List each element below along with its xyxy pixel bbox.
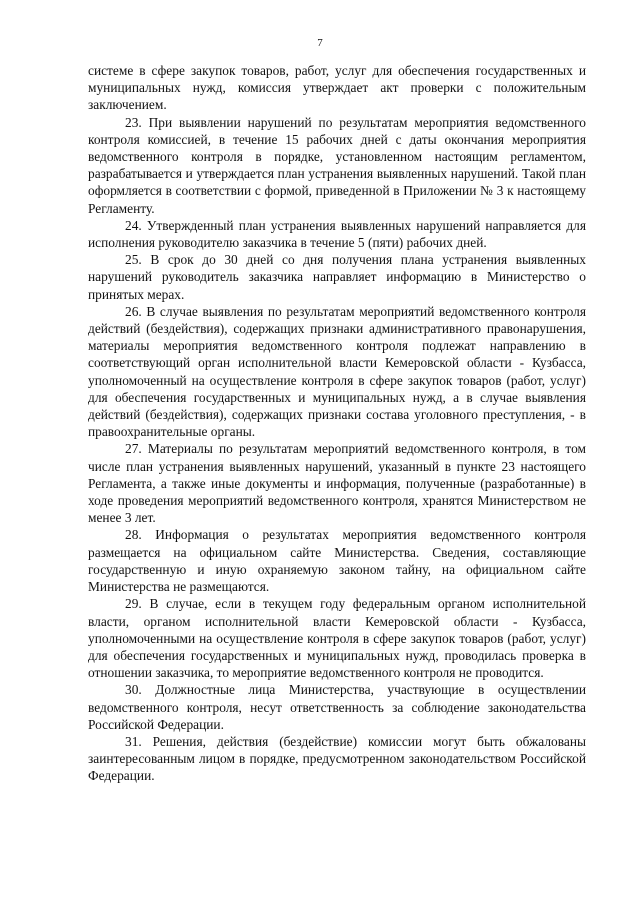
paragraph-23: 23. При выявлении нарушений по результатам мероприятия ведомственного контроля комиссией, в течение 15 рабочих дней с даты окончания мероприятия ведомственного контроля в порядке, установленном настоящим регламентом, разрабатывается и утверждается план устранения выявленных нарушений. Такой план оформляется в соответствии с формой, приведенной в Приложении № 3 к настоящему Регламенту.	[88, 114, 586, 216]
paragraph-26: 26. В случае выявления по результатам мероприятий ведомственного контроля действий (бездействия), содержащих признаки административного правонарушения, материалы мероприятия ведомственного контроля подлежат направлению в соответствующий орган исполнительной власти Кемеровской области - Кузбасса, уполномоченный на осуществление контроля в сфере закупок товаров (работ, услуг) для обеспечения государственных и муниципальных нужд, а в случае выявления действий (бездействия), содержащих признаки состава уголовного преступления, - в правоохранительные органы.	[88, 303, 586, 440]
paragraph-25: 25. В срок до 30 дней со дня получения плана устранения выявленных нарушений руководитель заказчика направляет информацию в Министерство о принятых мерах.	[88, 252, 586, 302]
paragraph-27: 27. Материалы по результатам мероприятий ведомственного контроля, в том числе план устранения выявленных нарушений, указанный в пункте 23 настоящего Регламента, а также иные документы и информация, полученные (разработанные) в ходе проведения мероприятий ведомственного контроля, хранятся Министерством не менее 3 лет.	[88, 441, 586, 526]
paragraph-continuation: системе в сфере закупок товаров, работ, услуг для обеспечения государственных и муниципальных нужд, комиссия утверждает акт проверки с положительным заключением.	[88, 63, 586, 113]
paragraph-28: 28. Информация о результатах мероприятия ведомственного контроля размещается на официальном сайте Министерства. Сведения, составляющие государственную и иную охраняемую законом тайну, на официальном сайте Министерства не размещаются.	[88, 527, 586, 595]
paragraph-31: 31. Решения, действия (бездействие) комиссии могут быть обжалованы заинтересованным лицом в порядке, предусмотренном законодательством Российской Федерации.	[88, 733, 586, 784]
paragraph-30: 30. Должностные лица Министерства, участвующие в осуществлении ведомственного контроля, несут ответственность за соблюдение законодательства Российской Федерации.	[88, 682, 586, 732]
paragraph-29: 29. В случае, если в текущем году федеральным органом исполнительной власти, органом исполнительной власти Кемеровской области - Кузбасса, уполномоченными на осуществление контроля в сфере закупок товаров (работ, услуг) для обеспечения государственных и муниципальных нужд, проводилась проверка в отношении заказчика, то мероприятие ведомственного контроля не проводится.	[88, 596, 586, 681]
paragraph-24: 24. Утвержденный план устранения выявленных нарушений направляется для исполнения руководителю заказчика в течение 5 (пяти) рабочих дней.	[88, 217, 586, 251]
document-body	[88, 62, 586, 785]
page-number: 7	[317, 37, 323, 49]
